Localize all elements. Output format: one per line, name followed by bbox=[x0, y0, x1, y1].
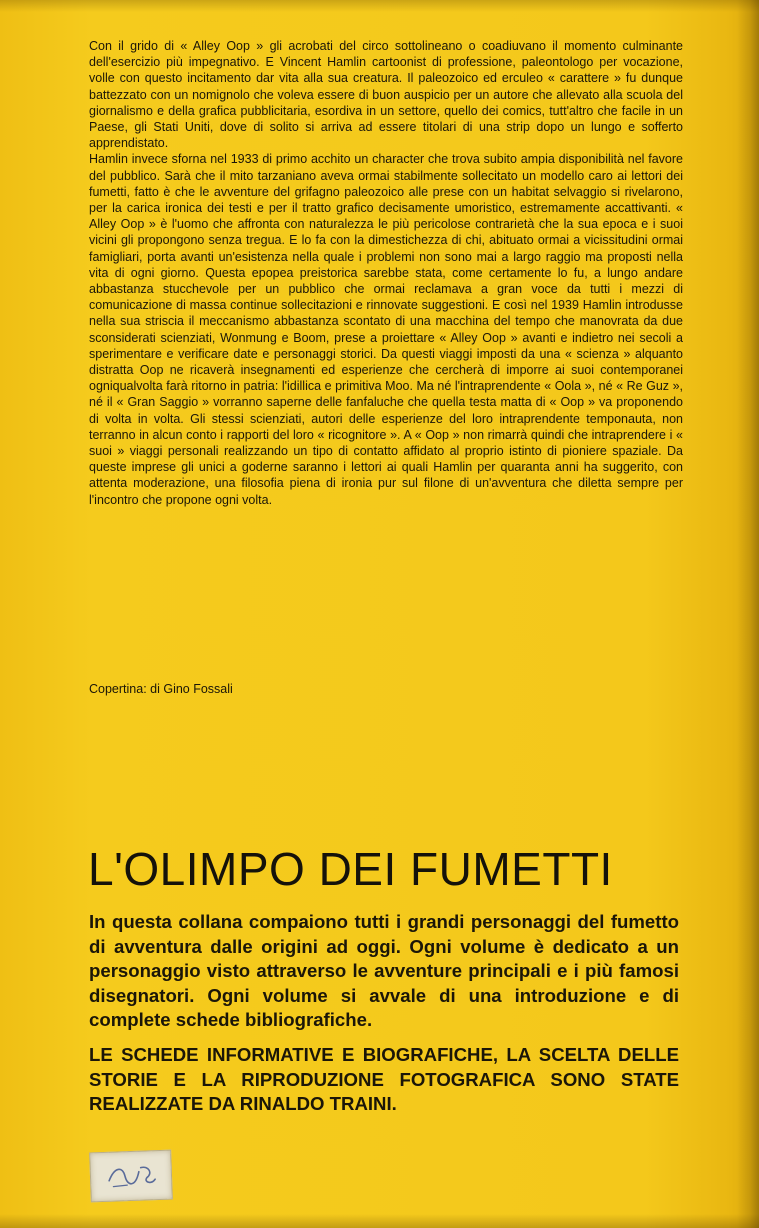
blurb-paragraph-1: Con il grido di « Alley Oop » gli acrobati del circo sottolineano o coadiuvano il momento culminante dell'esercizio più impegnativo. E Vincent Hamlin cartoonist di professione, paleontologo per vocazione, volle con questo incitamento dar vita alla sua creatura. Il paleozoico ed erculeo « carattere » fu dunque battezzato con un nomignolo che voleva essere di buon auspicio per un autore che allevato alla scuola del giornalismo e della grafica pubblicitaria, esordiva in un settore, quello dei comics, tutt'altro che facile in un Paese, gli Stati Uniti, dove di solito si arriva ad essere titolari di una strip dopo un lungo e sofferto apprendistato. bbox=[89, 39, 683, 151]
cover-spine-edge bbox=[737, 0, 759, 1228]
series-description: In questa collana compaiono tutti i grandi personaggi del fumetto di avventura dalle origini ad oggi. Ogni volume è dedicato a un personaggio visto attraverso le avventure principali e i più famosi disegnatori. Ogni volume si avvale di una introduzione e di complete schede bibliografiche. bbox=[89, 911, 679, 1030]
series-title: L'OLIMPO DEI FUMETTI bbox=[88, 843, 613, 895]
handwritten-mark-icon bbox=[104, 1159, 157, 1193]
cover-bottom-edge bbox=[0, 1214, 759, 1228]
cover-top-edge bbox=[0, 0, 759, 12]
price-sticker bbox=[89, 1150, 173, 1203]
blurb-paragraph-2: Hamlin invece sforna nel 1933 di primo acchito un character che trova subito ampia disponibilità nel favore del pubblico. Sarà che il mito tarzaniano aveva ormai stabilmente sollecitato un modello caro ai lettori dei fumetti, fatto è che le avventure del grifagno paleozoico alle prese con un habitat selvaggio si rivelarono, per la carica ironica dei testi e per il tratto grafico decisamente umoristico, estremamente accattivanti. « Alley Oop » è l'uomo che affronta con naturalezza le più pericolose contrarietà che la sua epoca e i suoi vicini gli propongono senza tregua. E lo fa con la dimestichezza di chi, abituato ormai a vicissitudini ormai famigliari, porta avanti un'esistenza nella quale i problemi non sono mai a largo raggio ma proposti nella vita di ogni giorno. Questa epopea preistorica sarebbe stata, come certamente lo fu, a lungo andare abbastanza stucchevole per un pubblico che ormai reclamava a gran voce da tutti i mezzi di comunicazione di massa continue sollecitazioni e rinnovate suggestioni. E così nel 1939 Hamlin introdusse nella sua striscia il meccanismo abbastanza scontato di una macchina del tempo che manovrata da due sconsiderati scienziati, Wonmung e Boom, prese a proiettare « Alley Oop » avanti e indietro nei secoli a sperimentare e verificare date e personaggi storici. Da questi viaggi imposti da una « scienza » alquanto distratta Oop ne ricaverà insegnamenti ed esperienze che cercherà di imporre ai suoi contemporanei ogniqualvolta farà ritorno in patria: l'idillica e primitiva Moo. Ma né l'intraprendente « Oola », né « Re Guz », né il « Gran Saggio » vorranno saperne delle fanfaluche che quella testa matta di « Oop » va proponendo di volta in volta. Gli stessi scienziati, autori delle esperienze del loro intraprendente temponauta, non terranno in alcun conto i rapporti del loro « ricognitore ». A « Oop » non rimarrà quindi che intraprendere i « suoi » viaggi personali realizzando un tipo di contatto affidato al proprio istinto di pioniere spaziale. Da queste imprese gli unici a goderne saranno i lettori ai quali Hamlin per quaranta anni ha suggerito, con attenta moderazione, una filosofia piena di ironia pur sul filone di un'avventura che diletta sempre per l'incontro che propone ogni volta. bbox=[89, 152, 683, 507]
series-credits: LE SCHEDE INFORMATIVE E BIOGRAFICHE, LA SCELTA DELLE STORIE E LA RIPRODUZIONE FOTOGRAFICA SONO STATE REALIZZATE DA RINALDO TRAINI. bbox=[89, 1044, 679, 1114]
cover-credit: Copertina: di Gino Fossali bbox=[89, 682, 233, 696]
blurb-text bbox=[89, 38, 683, 508]
